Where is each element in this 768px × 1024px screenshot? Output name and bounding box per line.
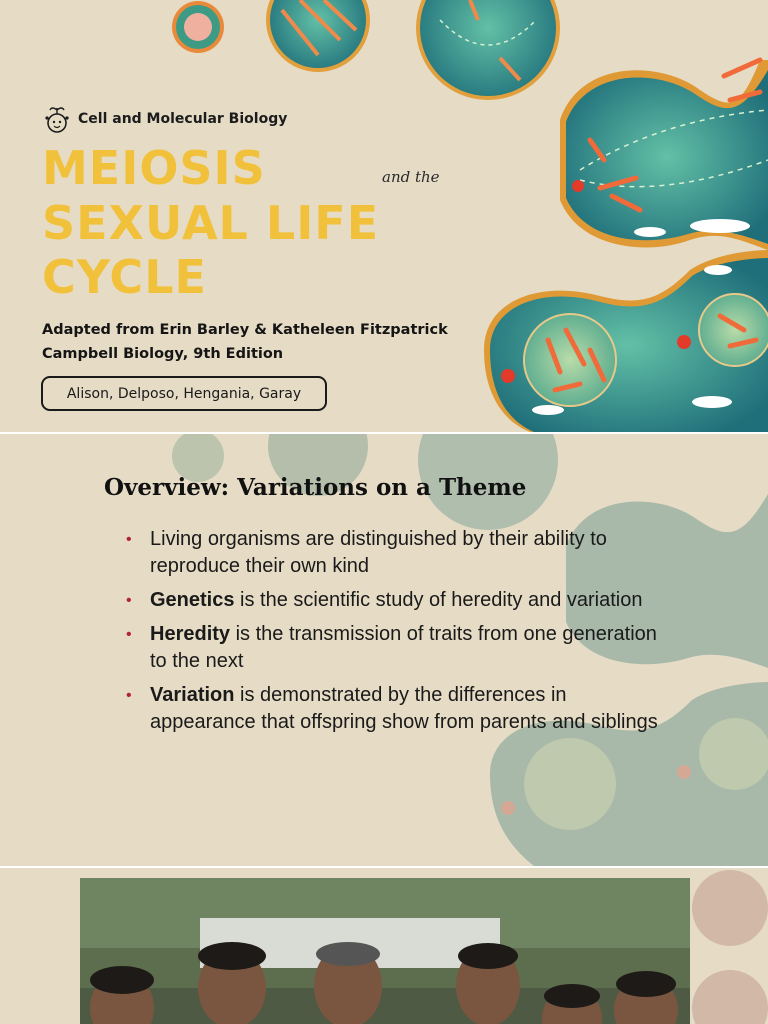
bullet-term: Variation [150,684,235,706]
group-photo-image [80,878,690,1024]
bullet-term: Heredity [150,623,231,645]
overview-bullet-list [126,526,666,743]
cell-mascot-icon [44,104,70,134]
dividing-cell-lower [484,250,768,432]
bullet-dot-icon: • [126,531,132,548]
family-group-photo [80,878,690,1024]
bullet-text: Living organisms are distinguished by their ability to reproduce their own kind [150,528,607,577]
title-line-3: CYCLE [42,250,207,304]
title-line-2: SEXUAL LIFE [42,196,380,250]
bullet-text: is the transmission of traits from one generation to the next [150,623,657,672]
list-item [126,621,666,675]
title-slide [0,0,768,432]
bullet-dot-icon: • [126,687,132,704]
bullet-text: is demonstrated by the differences in appearance that offspring show from parents and siblings [150,684,658,733]
course-name: Cell and Molecular Biology [78,111,288,127]
list-item [126,526,666,580]
title-line-1: MEIOSIS [42,141,266,195]
dividing-cell-large [560,60,768,250]
small-cell-3 [416,0,560,100]
small-cell-2 [266,0,370,72]
title-connector: and the [382,168,440,186]
course-header [44,104,287,134]
overview-slide [0,434,768,866]
bullet-term: Genetics [150,589,235,611]
list-item [126,682,666,736]
small-cell-1 [172,1,224,53]
adapted-from-line: Adapted from Erin Barley & Katheleen Fitzpatrick [42,322,448,338]
authors-badge: Alison, Delposo, Hengania, Garay [41,376,327,411]
textbook-edition-line: Campbell Biology, 9th Edition [42,346,284,362]
list-item [126,587,666,614]
overview-heading: Overview: Variations on a Theme [104,474,527,501]
bullet-dot-icon: • [126,626,132,643]
bullet-text: is the scientific study of heredity and variation [234,589,643,611]
family-photo-slide [0,868,768,1024]
bullet-dot-icon: • [126,592,132,609]
